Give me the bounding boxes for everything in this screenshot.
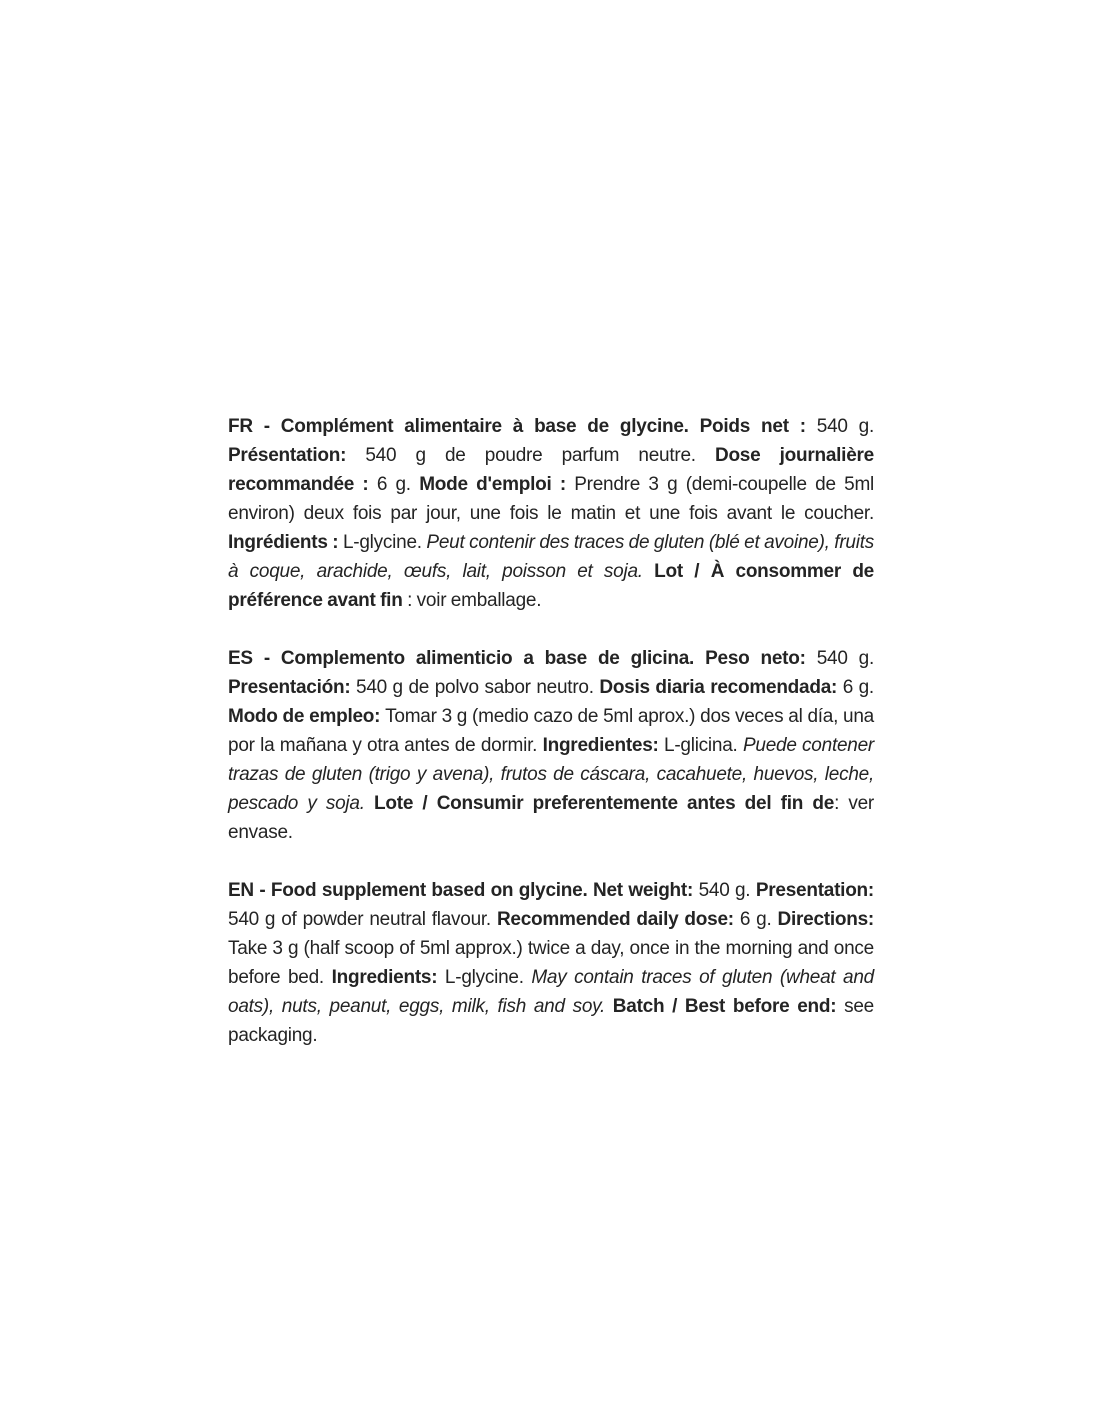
text-segment-normal: Prendre 3 g (demi-coupelle de 5ml environ) deux fois par jour, une fois le matin et une fois avant le coucher. bbox=[228, 474, 879, 524]
text-segment-italic: Puede contener trazas de gluten (trigo y avena), frutos de cáscara, cacahuete, huevos, leche, pescado y soja. bbox=[228, 735, 879, 814]
text-segment-italic: May contain traces of gluten (wheat and oats), nuts, peanut, eggs, milk, fish and soy. bbox=[228, 967, 879, 1017]
text-segment-normal: see packaging. bbox=[228, 996, 879, 1046]
text-segment-normal: : voir emballage. bbox=[407, 590, 542, 611]
text-segment-bold: Dosis diaria recomendada: bbox=[599, 677, 843, 698]
text-segment-bold: Presentación: bbox=[228, 677, 356, 698]
paragraph-english bbox=[228, 876, 879, 1050]
paragraph-spanish bbox=[228, 644, 879, 847]
text-segment-normal: 6 g. bbox=[739, 909, 778, 930]
text-segment-bold: Mode d'emploi : bbox=[419, 474, 575, 495]
text-segment-normal: 540 g. bbox=[698, 880, 756, 901]
text-segment-normal: 6 g. bbox=[842, 677, 879, 698]
text-segment-bold: Ingredients: bbox=[331, 967, 445, 988]
text-segment-bold: Recommended daily dose: bbox=[496, 909, 740, 930]
text-segment-italic: Peut contenir des traces de gluten (blé et avoine), fruits à coque, arachide, œufs, lait, poisson et soja. bbox=[228, 532, 879, 582]
text-segment-normal: 540 g de poudre parfum neutre. bbox=[365, 445, 715, 466]
text-segment-normal: 6 g. bbox=[376, 474, 420, 495]
text-segment-normal: Take 3 g (half scoop of 5ml approx.) twice a day, once in the morning and once before bed. bbox=[228, 938, 879, 988]
text-segment-normal: 540 g. bbox=[816, 416, 879, 437]
text-segment-bold: Batch / Best before end: bbox=[612, 996, 845, 1017]
text-segment-bold: Modo de empleo: bbox=[228, 706, 386, 727]
text-segment-normal: L-glycine. bbox=[444, 967, 532, 988]
paragraph-french bbox=[228, 412, 879, 615]
text-segment-bold: Présentation: bbox=[228, 445, 366, 466]
text-segment-bold: ES - Complemento alimenticio a base de glicina. Peso neto: bbox=[228, 648, 817, 669]
text-segment-bold: FR - Complément alimentaire à base de glycine. Poids net : bbox=[228, 416, 817, 437]
text-segment-bold: Ingredientes: bbox=[542, 735, 665, 756]
text-segment-normal: Tomar 3 g (medio cazo de 5ml aprox.) dos veces al día, una por la mañana y otra antes de dormir. bbox=[228, 706, 879, 756]
text-segment-bold: Lot / À consommer de préférence avant fin bbox=[228, 561, 879, 611]
text-segment-normal: 540 g of powder neutral flavour. bbox=[228, 909, 497, 930]
text-segment-bold: EN - Food supplement based on glycine. Net weight: bbox=[228, 880, 699, 901]
text-segment-normal: 540 g de polvo sabor neutro. bbox=[356, 677, 600, 698]
text-segment-normal: L-glicina. bbox=[664, 735, 743, 756]
text-segment-bold: Lote / Consumir preferentemente antes del fin de bbox=[374, 793, 835, 814]
text-segment-bold: Presentation: bbox=[755, 880, 879, 901]
text-segment-bold: Ingrédients : bbox=[228, 532, 343, 553]
text-segment-normal: : ver envase. bbox=[228, 793, 879, 843]
text-segment-normal: L-glycine. bbox=[342, 532, 427, 553]
text-segment-bold: Directions: bbox=[777, 909, 879, 930]
label-text-block bbox=[228, 412, 879, 1050]
text-segment-bold: Dose journalière recommandée : bbox=[228, 445, 879, 495]
text-segment-normal: 540 g. bbox=[816, 648, 879, 669]
